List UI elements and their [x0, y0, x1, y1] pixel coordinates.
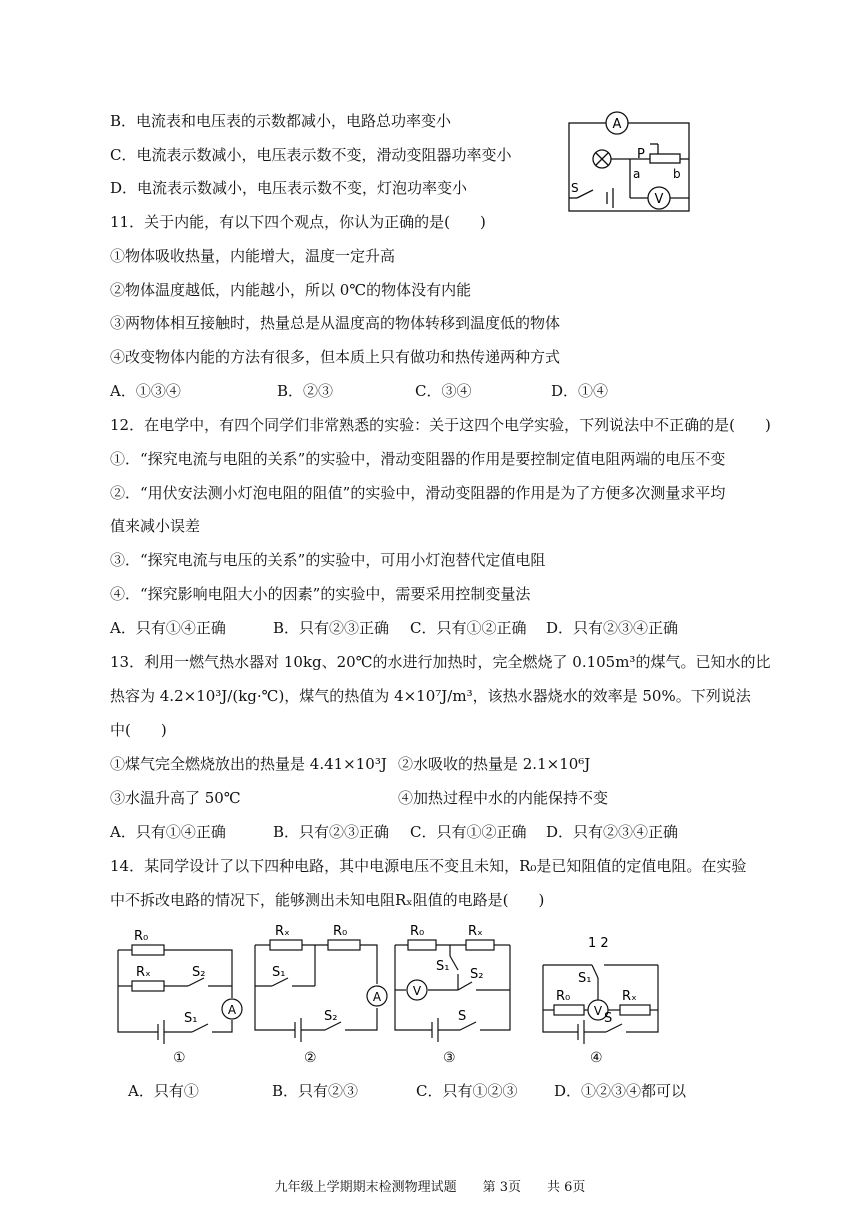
q12-option-c: C．只有①②正确	[410, 619, 527, 637]
q12-statement-4: ④．“探究影响电阻大小的因素”的实验中，需要采用控制变量法	[110, 585, 531, 603]
q10-option-c: C．电流表示数减小，电压表示数不变，滑动变阻器功率变小	[110, 146, 512, 164]
q12-statement-2-line-2: 值来减小误差	[110, 517, 201, 535]
c2-s2-label: S₂	[324, 1009, 338, 1024]
c4-voltmeter-label: V	[593, 1004, 603, 1018]
q14-caption-1: ①	[173, 1050, 186, 1066]
c2-r0-label: R₀	[333, 924, 348, 939]
ammeter-label: A	[612, 117, 622, 132]
c2-rx-label: Rₓ	[275, 924, 290, 939]
q11-options	[110, 380, 760, 402]
c4-rx-label: Rₓ	[622, 989, 637, 1004]
c3-voltmeter-label: V	[412, 984, 422, 998]
q13-statement-4: ④加热过程中水的内能保持不变	[398, 789, 609, 807]
c1-ammeter-label: A	[227, 1003, 237, 1017]
c3-s1-label: S₁	[436, 959, 450, 974]
q11-option-a: A．①③④	[110, 382, 181, 400]
q14-option-a: A．只有①	[128, 1082, 199, 1100]
q10-option-b: B．电流表和电压表的示数都减小，电路总功率变小	[110, 112, 452, 130]
c4-s-label: S	[604, 1011, 613, 1026]
q13-statement-1: ①煤气完全燃烧放出的热量是 4.41×10³J	[110, 755, 387, 773]
q11-statement-3: ③两物体相互接触时，热量总是从温度高的物体转移到温度低的物体	[110, 314, 561, 332]
q13-option-a: A．只有①④正确	[110, 823, 226, 841]
q13-statement-3: ③水温升高了 50℃	[110, 789, 241, 807]
q13-stem-line-3: 中( )	[110, 721, 167, 739]
switch-label-s: S	[571, 181, 579, 195]
c4-sw12-label: 1 2	[588, 936, 609, 951]
c4-s1-label: S₁	[578, 971, 592, 986]
q13-option-c: C．只有①②正确	[410, 823, 527, 841]
q11-statement-4: ④改变物体内能的方法有很多，但本质上只有做功和热传递两种方式	[110, 348, 561, 366]
q11-option-b: B．②③	[277, 382, 334, 400]
q14-caption-2: ②	[304, 1050, 317, 1066]
c4-r0-label: R₀	[556, 989, 571, 1004]
q14-option-d: D．①②③④都可以	[554, 1082, 687, 1100]
slider-label-b: b	[673, 167, 681, 181]
c3-r0-label: R₀	[410, 924, 425, 939]
q10-circuit-figure	[555, 110, 700, 220]
slider-label-p: P	[637, 147, 645, 162]
q13-statement-2: ②水吸收的热量是 2.1×10⁶J	[398, 755, 591, 773]
q13-option-b: B．只有②③正确	[273, 823, 390, 841]
q11-statement-1: ①物体吸收热量，内能增大，温度一定升高	[110, 247, 396, 265]
q11-statement-2: ②物体温度越低，内能越小，所以 0℃的物体没有内能	[110, 281, 472, 299]
q14-option-b: B．只有②③	[272, 1082, 359, 1100]
q14-options	[128, 1080, 778, 1102]
q12-option-b: B．只有②③正确	[273, 619, 390, 637]
q14-caption-4: ④	[590, 1050, 603, 1066]
q12-statement-1: ①．“探究电流与电阻的关系”的实验中，滑动变阻器的作用是要控制定值电阻两端的电压不变	[110, 450, 726, 468]
q11-option-d: D．①④	[551, 382, 609, 400]
c2-ammeter-label: A	[372, 990, 382, 1004]
q10-option-d: D．电流表示数减小，电压表示数不变，灯泡功率变小	[110, 179, 468, 197]
c1-rx-label: Rₓ	[136, 965, 151, 980]
q14-caption-3: ③	[443, 1050, 456, 1066]
c1-r0-label: R₀	[134, 929, 149, 944]
c3-s-label: S	[458, 1009, 467, 1024]
c3-rx-label: Rₓ	[468, 924, 483, 939]
page-footer: 九年级上学期期末检测物理试题 第 3页 共 6页	[274, 1180, 586, 1195]
q13-stem-line-1: 13．利用一燃气热水器对 10kg、20℃的水进行加热时，完全燃烧了 0.105m³的煤气。已知水的比	[110, 653, 771, 671]
q14-option-c: C．只有①②③	[416, 1082, 518, 1100]
q14-stem-line-2: 中不拆改电路的情况下，能够测出未知电阻Rₓ阻值的电路是( )	[110, 891, 545, 909]
c1-s2-label: S₂	[192, 965, 206, 980]
q12-option-d: D．只有②③④正确	[546, 619, 679, 637]
c1-s1-label: S₁	[184, 1011, 198, 1026]
q12-option-a: A．只有①④正确	[110, 619, 226, 637]
q13-options	[110, 821, 760, 843]
q11-stem: 11．关于内能，有以下四个观点，你认为正确的是( )	[110, 213, 486, 231]
q13-option-d: D．只有②③④正确	[546, 823, 679, 841]
q11-option-c: C．③④	[415, 382, 472, 400]
voltmeter-label: V	[654, 192, 664, 207]
q12-statement-2-line-1: ②．“用伏安法测小灯泡电阻的阻值”的实验中，滑动变阻器的作用是为了方便多次测量求平均	[110, 484, 726, 502]
slider-label-a: a	[633, 167, 641, 181]
c3-s2-label: S₂	[470, 967, 484, 982]
q12-options	[110, 617, 760, 639]
q12-statement-3: ③．“探究电流与电压的关系”的实验中，可用小灯泡替代定值电阻	[110, 551, 546, 569]
q14-circuits-figure	[100, 920, 670, 1050]
q14-stem-line-1: 14．某同学设计了以下四种电路，其中电源电压不变且未知，R₀是已知阻值的定值电阻。在实验	[110, 857, 747, 875]
q13-stem-line-2: 热容为 4.2×10³J/(kg·℃)，煤气的热值为 4×10⁷J/m³，该热水器烧水的效率是 50%。下列说法	[110, 687, 751, 705]
c2-s1-label: S₁	[272, 965, 286, 980]
q12-stem: 12．在电学中，有四个同学们非常熟悉的实验：关于这四个电学实验，下列说法中不正确的是( )	[110, 416, 771, 434]
